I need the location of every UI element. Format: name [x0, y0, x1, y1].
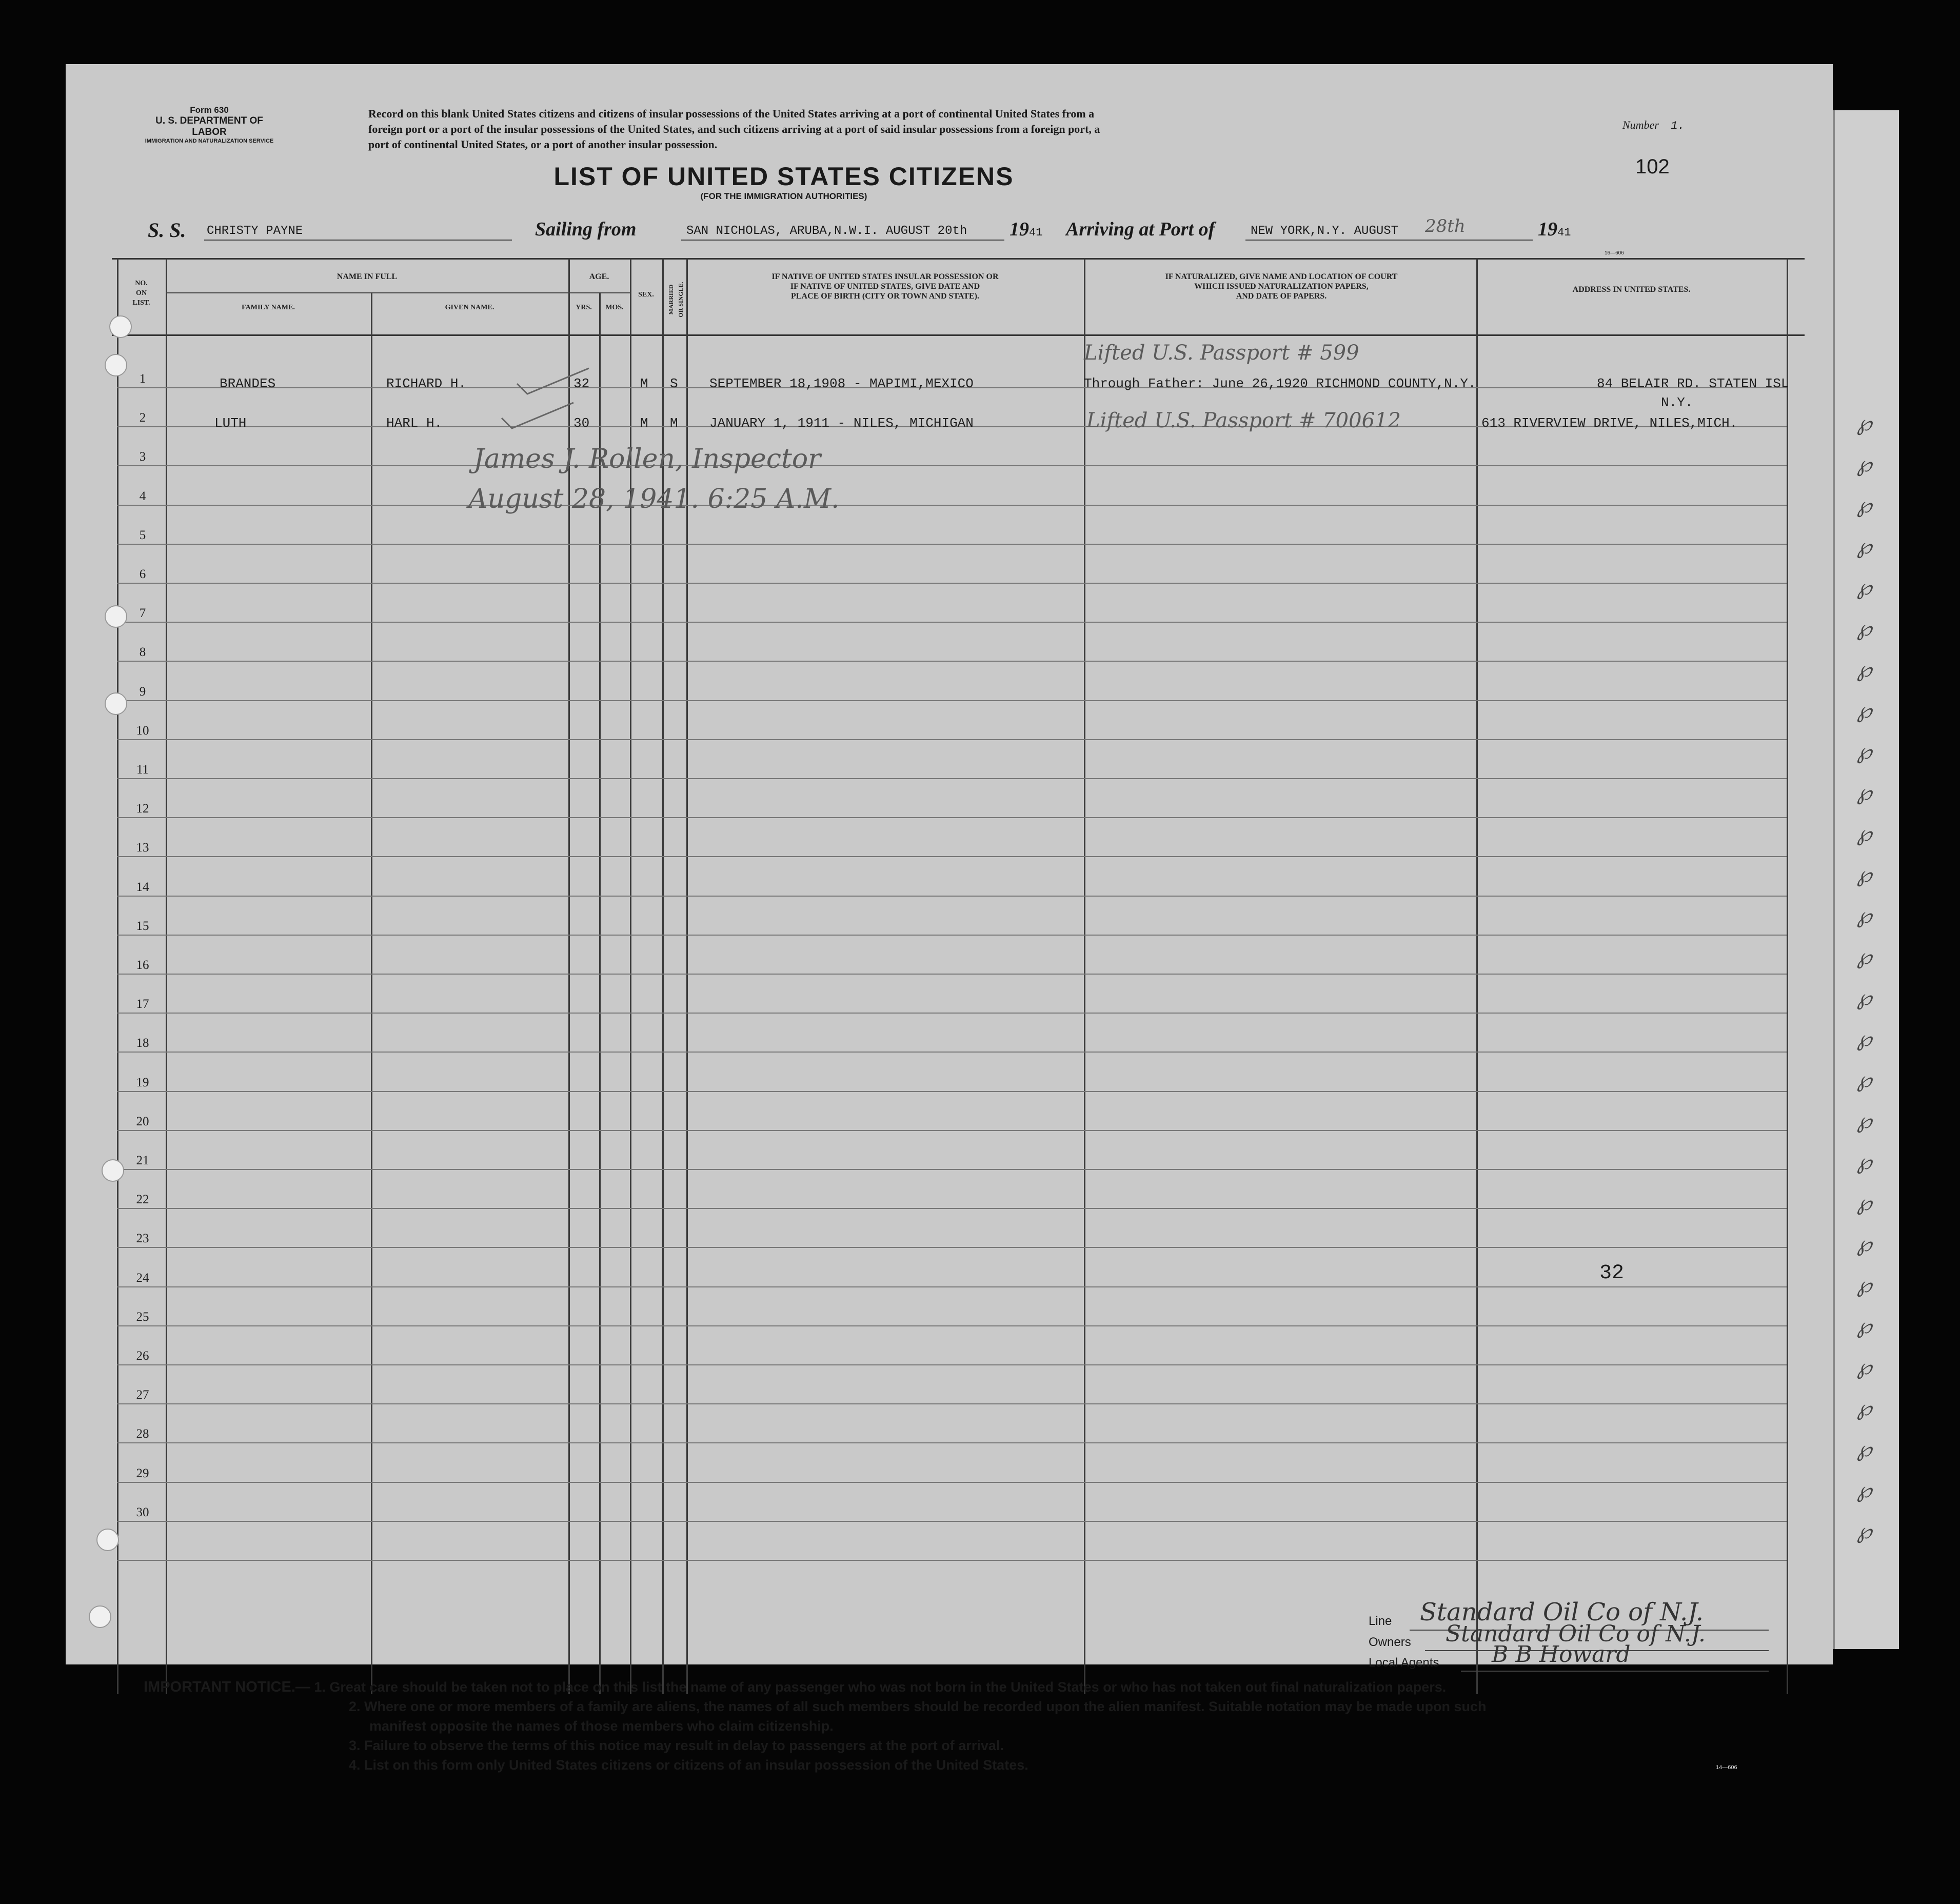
margin-tick-mark: ℘: [1857, 616, 1872, 641]
arriving-port: NEW YORK,N.Y. AUGUST: [1251, 224, 1399, 238]
underline: [204, 240, 512, 241]
row-2-given: HARL H.: [386, 415, 443, 431]
row-line: [117, 896, 1787, 897]
row-line: [117, 1364, 1787, 1365]
row-line: [117, 661, 1787, 662]
row-2-marital: M: [670, 415, 678, 431]
row-number: 21: [136, 1154, 149, 1167]
row-line: [117, 1403, 1787, 1404]
department: U. S. DEPARTMENT OF LABOR: [155, 115, 263, 137]
underline: [681, 240, 1004, 241]
row-number: 29: [136, 1466, 149, 1480]
row-1-family: BRANDES: [220, 376, 276, 391]
notice-2-cont: manifest opposite the names of those members who claim citizenship.: [369, 1718, 834, 1734]
row-number: 10: [136, 723, 149, 738]
margin-tick-mark: ℘: [1857, 1272, 1872, 1297]
row-line: [117, 1442, 1787, 1443]
row-number: 1: [139, 372, 146, 386]
row-number: 12: [136, 802, 149, 816]
row-number: 3: [139, 450, 146, 464]
margin-tick-mark: ℘: [1857, 1477, 1872, 1502]
sailing-year: 41: [1029, 226, 1043, 239]
instruction-line: port of continental United States, or a port of another insular possession.: [368, 138, 718, 151]
row-number: 13: [136, 841, 149, 855]
row-number: 26: [136, 1349, 149, 1363]
line-value: Standard Oil Co of N.J.: [1420, 1598, 1704, 1627]
margin-tick-mark: ℘: [1857, 862, 1872, 887]
row-line: [117, 1482, 1787, 1483]
instruction-line: Record on this blank United States citizens and citizens of insular possessions of the United States arriving at a port of continental United States from a: [368, 107, 1095, 120]
margin-tick-mark: ℘: [1857, 1231, 1872, 1256]
check-mark-icon: [499, 400, 576, 431]
row-1-naturalized: Through Father: June 26,1920 RICHMOND COUNTY,N.Y.: [1084, 376, 1476, 391]
row-number: 4: [139, 489, 146, 503]
margin-tick-mark: ℘: [1857, 1518, 1872, 1543]
row-number: 15: [136, 919, 149, 933]
header-bottom-border: [112, 334, 1805, 336]
arriving-year: 41: [1557, 226, 1571, 239]
number-label: Number: [1622, 118, 1659, 131]
margin-tick-mark: ℘: [1857, 1190, 1872, 1215]
year-prefix: 19: [1009, 219, 1029, 240]
col-divider: [117, 258, 118, 1694]
row-2-birth: JANUARY 1, 1911 - NILES, MICHIGAN: [709, 415, 974, 431]
tally-number: 32: [1599, 1262, 1625, 1285]
row-1-given: RICHARD H.: [386, 376, 467, 391]
margin-tick-mark: ℘: [1857, 1108, 1872, 1133]
year-prefix: 19: [1538, 219, 1557, 240]
header-address: ADDRESS IN UNITED STATES.: [1572, 285, 1691, 294]
row-number: 25: [136, 1310, 149, 1324]
name-subheader-line: [166, 292, 568, 293]
row-number: 5: [139, 528, 146, 542]
col-divider: [166, 258, 167, 1694]
row-line: [117, 856, 1787, 857]
header-sex: SEX.: [638, 291, 654, 299]
margin-tick-mark: ℘: [1857, 821, 1872, 846]
arriving-day: 28th: [1425, 216, 1466, 236]
margin-tick-mark: ℘: [1857, 739, 1872, 764]
row-line: [117, 700, 1787, 701]
form-number: Form 630: [190, 105, 229, 115]
punch-hole: [105, 354, 127, 376]
row-line: [117, 1091, 1787, 1092]
row-number: 24: [136, 1271, 149, 1285]
page-subtitle: (FOR THE IMMIGRATION AUTHORITIES): [700, 191, 867, 201]
row-number: 9: [139, 684, 146, 699]
row-number: 11: [136, 763, 149, 777]
owners-value: Standard Oil Co of N.J.: [1446, 1621, 1706, 1647]
row-number: 19: [136, 1075, 149, 1089]
margin-tick-mark: ℘: [1857, 410, 1872, 435]
col-divider: [371, 292, 372, 1694]
row-line: [117, 505, 1787, 506]
printer-mark: 16—606: [1605, 250, 1624, 256]
margin-tick-mark: ℘: [1857, 1067, 1872, 1092]
row-line: [117, 1286, 1787, 1287]
line-label: Line: [1369, 1614, 1392, 1628]
header-name-in-full: NAME IN FULL: [336, 272, 398, 281]
row-number: 7: [139, 606, 146, 621]
row-number: 18: [136, 1036, 149, 1050]
inspection-date: August 28, 1941. 6:25 A.M.: [468, 484, 840, 514]
row-line: [117, 544, 1787, 545]
col-divider: [1787, 258, 1788, 1694]
header-yrs: YRS.: [576, 304, 592, 311]
title-block: [476, 162, 1092, 202]
margin-tick-mark: ℘: [1857, 1149, 1872, 1174]
row-1-marital: S: [670, 376, 678, 391]
age-subheader-line: [568, 292, 630, 293]
notice-2: 2. Where one or more members of a family are aliens, the names of all such members should be recorded upon the alien manifest. Suitable notation may be made upon such: [349, 1699, 1487, 1714]
handwritten-passport-2: Lifted U.S. Passport # 700612: [1086, 409, 1401, 432]
header-naturalized: IF NATURALIZED, GIVE NAME AND LOCATION OF COURT WHICH ISSUED NATURALIZATION PAPERS, AND DATE OF PAPERS.: [1165, 272, 1398, 301]
header-family-name: FAMILY NAME.: [242, 304, 295, 311]
row-1-address: 84 BELAIR RD. STATEN ISL: [1597, 376, 1789, 391]
row-line: [117, 622, 1787, 623]
margin-tick-mark: ℘: [1857, 574, 1872, 600]
margin-tick-mark: ℘: [1857, 903, 1872, 928]
notice-1: 1. Great care should be taken not to place on this list the name of any passenger who was not born in the United States or who has not taken out final naturalization papers.: [314, 1679, 1447, 1695]
row-1-address-line2: N.Y.: [1661, 395, 1693, 410]
notice-heading: IMPORTANT NOTICE.—: [144, 1679, 310, 1695]
row-number: 23: [136, 1232, 149, 1246]
row-line: [117, 465, 1787, 466]
owners-label: Owners: [1369, 1635, 1411, 1649]
service: IMMIGRATION AND NATURALIZATION SERVICE: [145, 138, 274, 144]
row-line: [117, 1013, 1787, 1014]
row-number: 30: [136, 1505, 149, 1519]
row-1-birth: SEPTEMBER 18,1908 - MAPIMI,MEXICO: [709, 376, 974, 391]
row-1-sex: M: [640, 376, 648, 391]
sailing-from: SAN NICHOLAS, ARUBA,N.W.I. AUGUST 20th: [686, 224, 967, 238]
ship-name: CHRISTY PAYNE: [207, 224, 303, 238]
header-no-on-list: NO. ON LIST.: [132, 280, 150, 307]
row-line: [117, 1521, 1787, 1522]
ss-label: S. S.: [148, 219, 186, 242]
punch-hole: [102, 1159, 124, 1182]
ship-line: [148, 218, 1805, 244]
header-given-name: GIVEN NAME.: [445, 304, 494, 311]
instructions: [368, 106, 1584, 152]
arriving-label: Arriving at Port of: [1066, 219, 1215, 240]
notice-3: 3. Failure to observe the terms of this notice may result in delay to passengers at the port of arrival.: [349, 1738, 1004, 1753]
row-number: 8: [139, 645, 146, 660]
row-line: [117, 1247, 1787, 1248]
check-mark-icon: [514, 366, 591, 396]
margin-tick-mark: ℘: [1857, 1436, 1872, 1461]
row-line: [117, 935, 1787, 936]
row-line: [117, 817, 1787, 818]
row-1-yrs: 32: [573, 376, 590, 391]
margin-tick-mark: ℘: [1857, 533, 1872, 559]
margin-tick-mark: ℘: [1857, 657, 1872, 682]
row-number: 20: [136, 1114, 149, 1128]
margin-tick-mark: ℘: [1857, 492, 1872, 518]
underline: [1245, 240, 1533, 241]
row-number: 2: [139, 411, 146, 425]
row-number: 27: [136, 1388, 149, 1402]
margin-tick-mark: ℘: [1857, 1395, 1872, 1420]
col-divider: [1476, 258, 1478, 1694]
agents-label: Local Agents: [1369, 1656, 1439, 1670]
row-line: [117, 974, 1787, 975]
punch-hole: [105, 692, 127, 715]
row-line: [117, 1052, 1787, 1053]
handwritten-passport-1: Lifted U.S. Passport # 599: [1084, 341, 1359, 365]
punch-hole: [109, 315, 132, 338]
number-value: 1.: [1671, 120, 1685, 132]
col-divider: [1084, 258, 1085, 1694]
number-field: [1622, 118, 1685, 132]
notice-4: 4. List on this form only United States citizens or citizens of an insular possession of the United States.: [349, 1757, 1028, 1773]
punch-hole: [105, 605, 127, 628]
row-line: [117, 1169, 1787, 1170]
margin-tick-mark: ℘: [1857, 1354, 1872, 1379]
row-2-address: 613 RIVERVIEW DRIVE, NILES,MICH.: [1481, 415, 1738, 431]
row-line: [117, 1325, 1787, 1326]
row-line: [117, 583, 1787, 584]
margin-tick-mark: ℘: [1857, 1313, 1872, 1338]
header-age: AGE.: [589, 272, 609, 281]
margin-tick-mark: ℘: [1857, 698, 1872, 723]
sailing-label: Sailing from: [535, 219, 637, 240]
manifest-page: [66, 64, 1833, 1670]
agents-value: B B Howard: [1492, 1641, 1631, 1668]
row-number: 17: [136, 997, 149, 1012]
row-number: 28: [136, 1427, 149, 1441]
page-number: 102: [1635, 155, 1670, 178]
inspector-signature: James J. Rollen, Inspector: [473, 444, 821, 474]
margin-tick-mark: ℘: [1857, 944, 1872, 969]
table-top-border: [112, 258, 1805, 260]
margin-tick-mark: ℘: [1857, 1026, 1872, 1051]
row-line: [117, 1130, 1787, 1131]
row-line: [117, 778, 1787, 779]
form-identity: [140, 105, 279, 144]
margin-tick-mark: ℘: [1857, 451, 1872, 477]
row-line: [117, 1560, 1787, 1561]
header-married: MARRIED OR SINGLE.: [667, 282, 684, 318]
punch-hole: [96, 1529, 119, 1551]
form-code: 14—606: [1716, 1764, 1737, 1771]
row-number: 16: [136, 958, 149, 972]
row-line: [117, 1208, 1787, 1209]
row-number: 6: [139, 567, 146, 581]
row-2-sex: M: [640, 415, 648, 431]
row-2-family: LUTH: [214, 415, 247, 431]
header-mos: MOS.: [605, 304, 624, 311]
row-2-yrs: 30: [573, 415, 590, 431]
important-notice: [144, 1677, 1821, 1775]
instruction-line: foreign port or a port of the insular possessions of the United States, and such citizens arriving at a port of said insular possessions from a foreign port, a: [368, 123, 1100, 135]
punch-hole: [89, 1605, 111, 1628]
row-number: 22: [136, 1193, 149, 1207]
page-title: LIST OF UNITED STATES CITIZENS: [553, 162, 1014, 191]
header-birth: IF NATIVE OF UNITED STATES INSULAR POSSESSION OR IF NATIVE OF UNITED STATES, GIVE DATE AND PLACE OF BIRTH (CITY OR TOWN AND STATE).: [771, 272, 999, 301]
margin-tick-mark: ℘: [1857, 780, 1872, 805]
row-number: 14: [136, 880, 149, 894]
margin-tick-mark: ℘: [1857, 985, 1872, 1010]
underline: [1461, 1671, 1769, 1672]
row-line: [117, 739, 1787, 740]
